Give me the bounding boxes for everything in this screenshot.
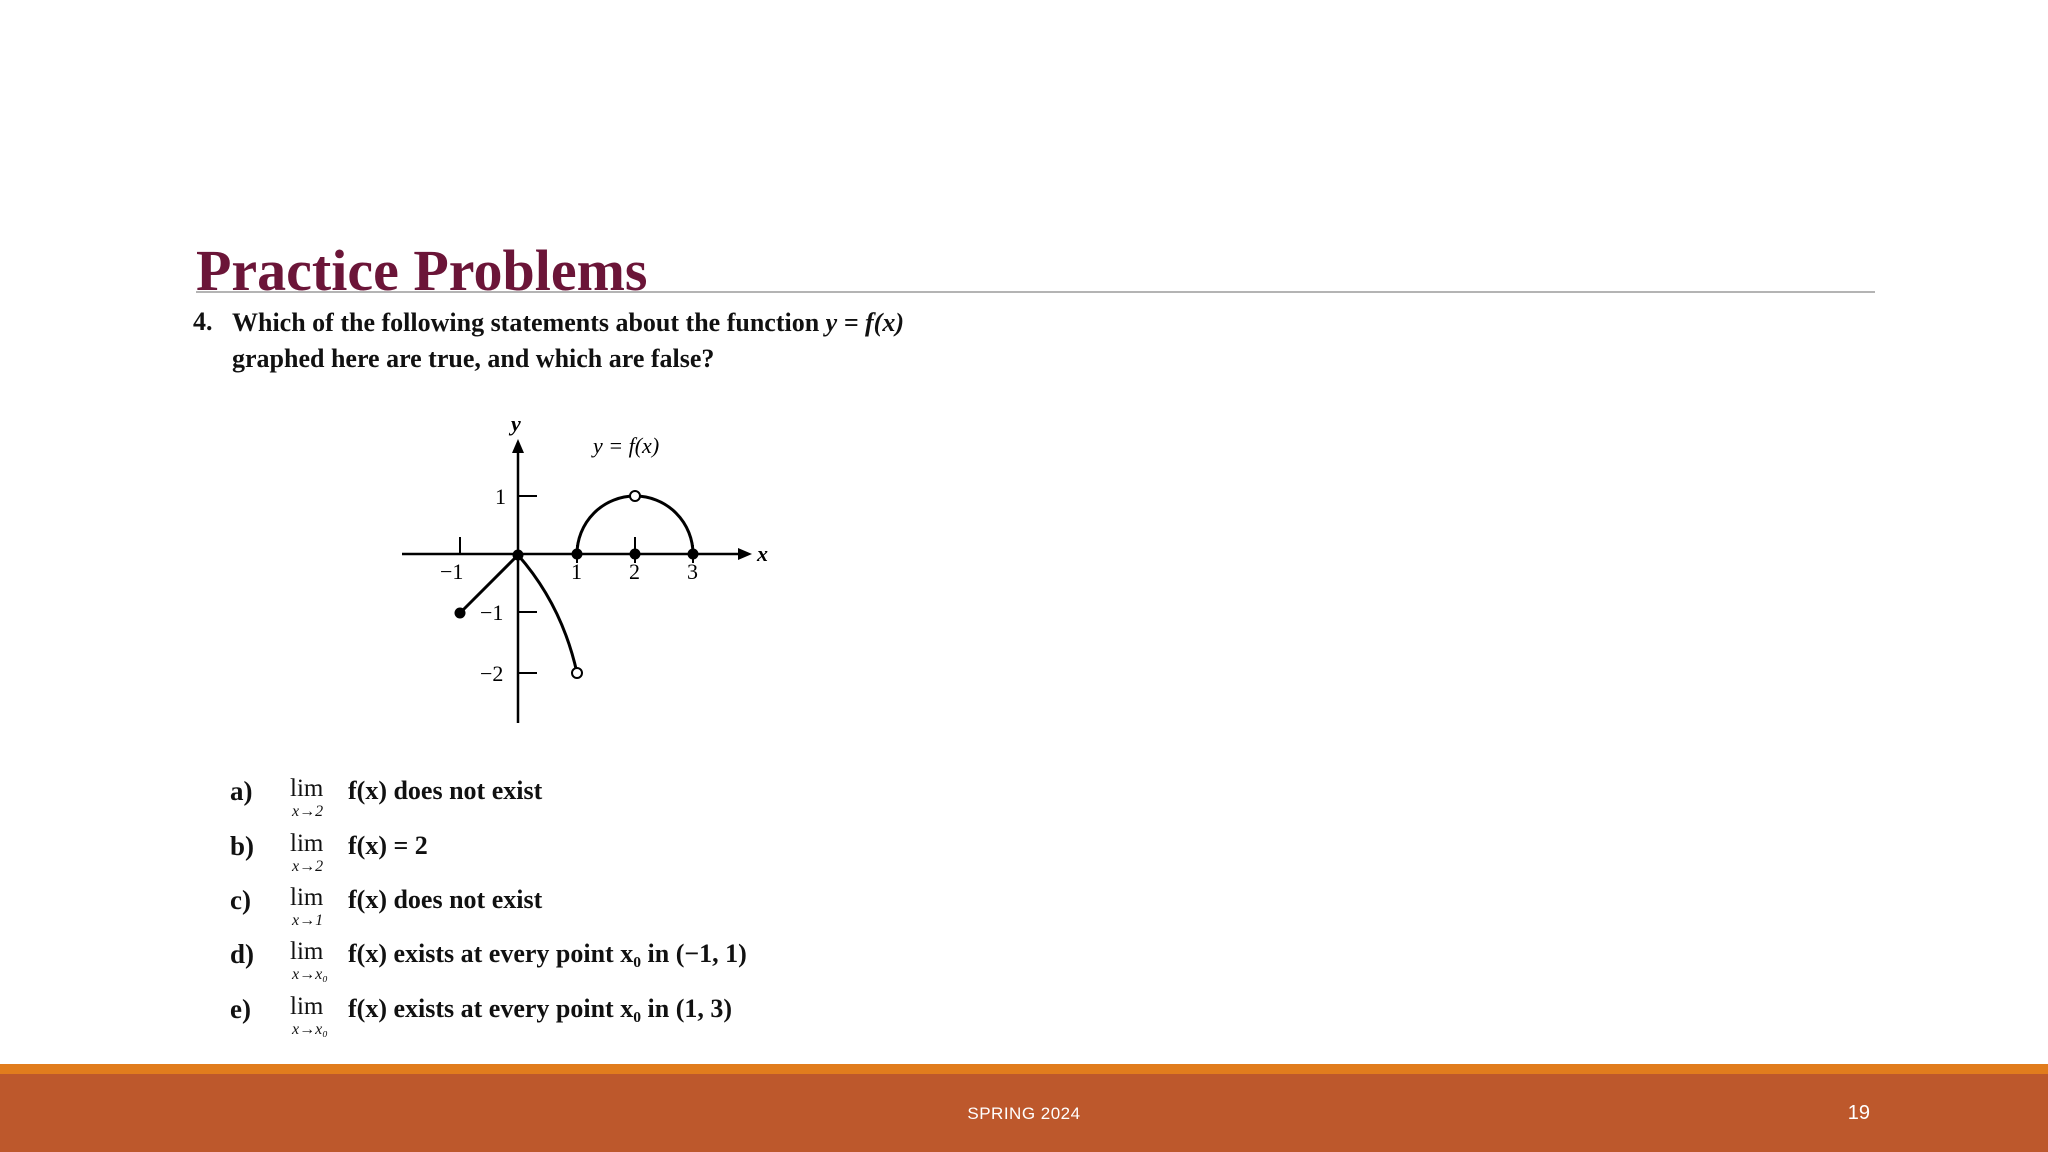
problem-number: 4. xyxy=(193,307,213,336)
option-letter: d) xyxy=(230,939,255,969)
problem-statement xyxy=(232,305,904,377)
limit-subscript: x→2 xyxy=(292,803,324,820)
x-tick-label-3: 3 xyxy=(687,559,698,584)
option-d xyxy=(230,937,930,987)
slide-title: Practice Problems xyxy=(196,238,648,303)
problem-line2-text: graphed here are true, and which are false? xyxy=(232,344,715,373)
limit-word: lim xyxy=(290,775,324,802)
limit-notation xyxy=(290,883,344,929)
limit-subscript: x→x₀ xyxy=(292,966,328,983)
y-axis-arrowhead xyxy=(512,439,524,453)
limit-word: lim xyxy=(290,884,324,911)
limit-notation xyxy=(290,829,344,875)
point-open-2-1 xyxy=(630,491,640,501)
limit-word: lim xyxy=(290,830,324,857)
point-filled-origin xyxy=(513,550,524,561)
limit-notation xyxy=(290,992,344,1038)
option-statement: f(x) exists at every point x₀ in (−1, 1) xyxy=(348,939,747,968)
function-graph xyxy=(390,405,800,735)
x-tick-label-neg1: −1 xyxy=(440,559,464,584)
function-label: y = f(x) xyxy=(593,433,660,458)
x-axis-label: x xyxy=(757,541,768,566)
footer-text: SPRING 2024 xyxy=(967,1104,1081,1123)
point-filled-3-0 xyxy=(688,549,699,560)
option-c xyxy=(230,883,930,933)
option-b xyxy=(230,829,930,879)
limit-subscript: x→1 xyxy=(292,912,324,929)
option-letter: a) xyxy=(230,776,253,806)
limit-subscript: x→x₀ xyxy=(292,1021,328,1038)
option-letter: b) xyxy=(230,831,255,861)
title-underline xyxy=(196,291,1875,293)
option-statement: f(x) exists at every point x₀ in (1, 3) xyxy=(348,994,733,1023)
page-number: 19 xyxy=(1847,1102,1870,1124)
limit-notation xyxy=(290,774,344,820)
point-filled-neg1-neg1 xyxy=(455,608,466,619)
point-open-1-neg2 xyxy=(572,668,582,678)
footer-accent-strip xyxy=(0,1064,2048,1074)
limit-word: lim xyxy=(290,938,324,965)
option-statement: f(x) does not exist xyxy=(348,776,543,805)
y-tick-label-neg2: −2 xyxy=(480,661,504,686)
x-tick-label-1: 1 xyxy=(571,559,582,584)
curve-segment-down xyxy=(518,555,577,673)
y-tick-label-1: 1 xyxy=(495,484,506,509)
x-axis-arrowhead xyxy=(738,548,752,560)
option-e xyxy=(230,992,930,1042)
y-tick-label-neg1: −1 xyxy=(480,600,504,625)
option-letter: c) xyxy=(230,885,251,915)
option-letter: e) xyxy=(230,994,251,1024)
option-statement: f(x) = 2 xyxy=(348,831,428,860)
point-filled-1-0 xyxy=(572,549,583,560)
limit-subscript: x→2 xyxy=(292,858,324,875)
option-a xyxy=(230,774,930,824)
y-axis-label: y xyxy=(511,411,521,436)
problem-function-math: y = f(x) xyxy=(825,308,905,337)
limit-notation xyxy=(290,937,344,983)
limit-word: lim xyxy=(290,993,324,1020)
point-filled-2-0 xyxy=(630,549,641,560)
option-statement: f(x) does not exist xyxy=(348,885,543,914)
problem-line1-text: Which of the following statements about the function xyxy=(232,308,820,337)
x-tick-label-2: 2 xyxy=(629,559,640,584)
